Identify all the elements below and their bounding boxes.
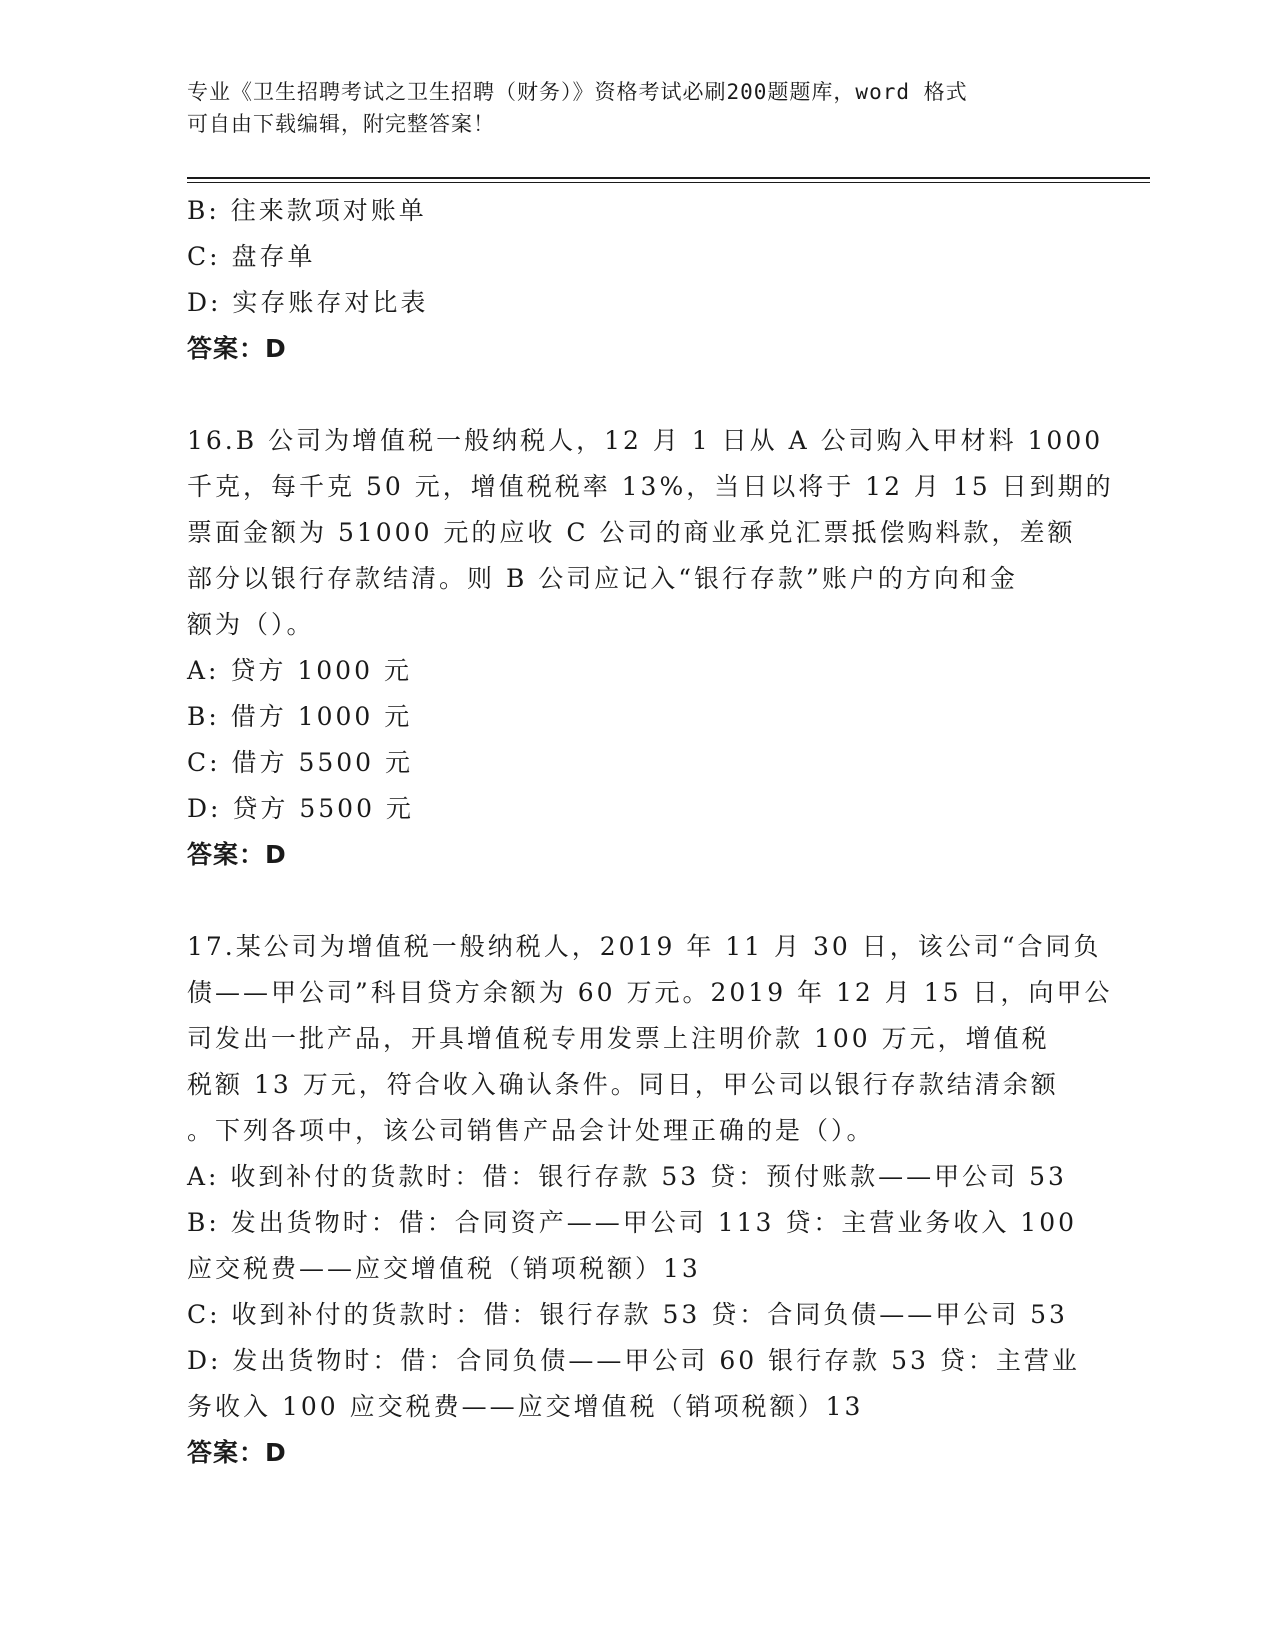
q15-option-d: D: 实存账存对比表 xyxy=(187,288,429,317)
q17-text-line-1: 17.某公司为增值税一般纳税人，2019 年 11 月 30 日，该公司“合同负 xyxy=(187,932,1102,961)
q16-option-c: C: 借方 5500 元 xyxy=(187,748,414,777)
q17-option-a: A: 收到补付的货款时：借：银行存款 53 贷：预付账款——甲公司 53 xyxy=(187,1162,1067,1191)
q16-text-line-5: 额为（）。 xyxy=(187,610,315,639)
q15-answer: 答案：D xyxy=(187,334,287,363)
question-17-block xyxy=(187,924,1113,1476)
header-divider-thick xyxy=(187,177,1150,179)
q15-option-b: B: 往来款项对账单 xyxy=(187,196,427,225)
q16-option-a: A: 贷方 1000 元 xyxy=(187,656,412,685)
q16-text-line-1: 16.B 公司为增值税一般纳税人，12 月 1 日从 A 公司购入甲材料 1000 xyxy=(187,426,1104,455)
q17-text-line-5: 。下列各项中，该公司销售产品会计处理正确的是（）。 xyxy=(187,1116,875,1145)
q17-option-b-continued: 应交税费——应交增值税（销项税额）13 xyxy=(187,1254,701,1283)
q17-option-d-continued: 务收入 100 应交税费——应交增值税（销项税额）13 xyxy=(187,1392,864,1421)
q17-option-d: D: 发出货物时：借：合同负债——甲公司 60 银行存款 53 贷：主营业 xyxy=(187,1346,1080,1375)
q17-text-line-2: 债——甲公司”科目贷方余额为 60 万元。2019 年 12 月 15 日，向甲公 xyxy=(187,978,1113,1007)
q16-text-line-4: 部分以银行存款结清。则 B 公司应记入“银行存款”账户的方向和金 xyxy=(187,564,1018,593)
question-16-block xyxy=(187,418,1114,878)
document-body xyxy=(187,188,1114,1476)
q16-text-line-3: 票面金额为 51000 元的应收 C 公司的商业承兑汇票抵偿购料款，差额 xyxy=(187,518,1076,547)
q16-option-d: D: 贷方 5500 元 xyxy=(187,794,414,823)
q17-text-line-3: 司发出一批产品，开具增值税专用发票上注明价款 100 万元，增值税 xyxy=(187,1024,1050,1053)
q16-option-b: B: 借方 1000 元 xyxy=(187,702,413,731)
header-divider-thin xyxy=(187,182,1150,183)
q16-text-line-2: 千克，每千克 50 元，增值税税率 13%，当日以将于 12 月 15 日到期的 xyxy=(187,472,1114,501)
q17-option-b: B: 发出货物时：借：合同资产——甲公司 113 贷：主营业务收入 100 xyxy=(187,1208,1078,1237)
spacer xyxy=(187,372,1087,418)
spacer xyxy=(187,878,1087,924)
document-header xyxy=(187,76,1067,140)
q15-option-c: C: 盘存单 xyxy=(187,242,316,271)
q17-text-line-4: 税额 13 万元，符合收入确认条件。同日，甲公司以银行存款结清余额 xyxy=(187,1070,1059,1099)
header-title-line-2: 可自由下载编辑，附完整答案！ xyxy=(187,112,495,136)
q17-answer: 答案：D xyxy=(187,1438,287,1467)
q16-answer: 答案：D xyxy=(187,840,287,869)
q17-option-c: C: 收到补付的货款时：借：银行存款 53 贷：合同负债——甲公司 53 xyxy=(187,1300,1068,1329)
header-title-line-1: 专业《卫生招聘考试之卫生招聘（财务）》资格考试必刷200题题库，word 格式 xyxy=(187,80,968,104)
question-15-block xyxy=(187,188,1087,372)
